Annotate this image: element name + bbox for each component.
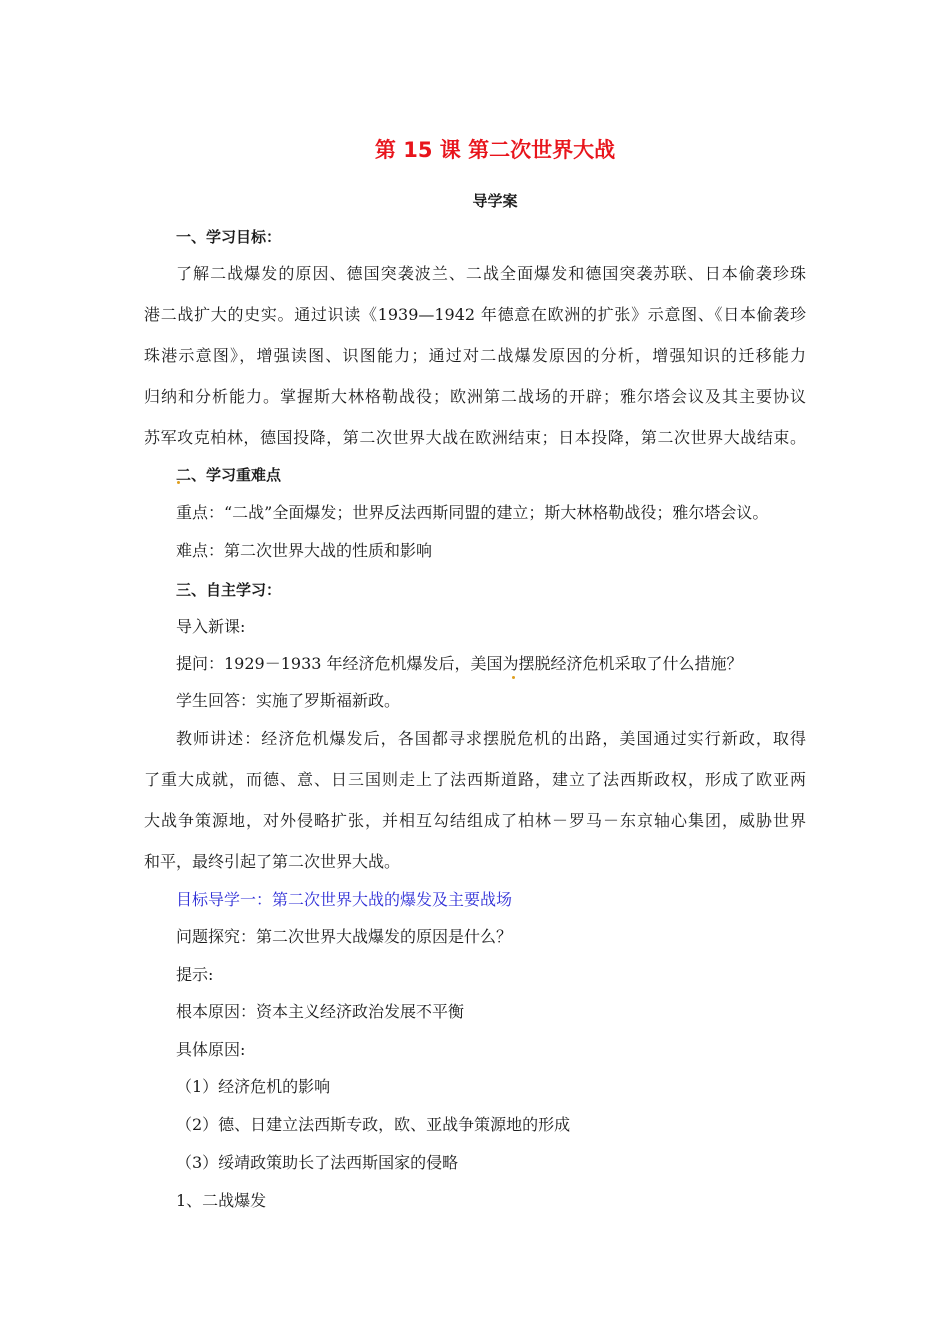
- decorative-dot: [512, 676, 515, 679]
- objectives-line: 港二战扩大的史实。通过识读《1939—1942 年德意在欧洲的扩张》示意图、《日本偷袭珍: [144, 305, 806, 324]
- root-cause-text: 根本原因：资本主义经济政治发展不平衡: [176, 1002, 465, 1021]
- intro-label: 导入新课:: [176, 617, 246, 636]
- cause-item: （3）绥靖政策助长了法西斯国家的侵略: [176, 1153, 459, 1172]
- objectives-line: 珠港示意图》，增强读图、识图能力；通过对二战爆发原因的分析，增强知识的迁移能力: [144, 346, 806, 365]
- teacher-line: 大战争策源地，对外侵略扩张，并相互勾结组成了柏林－罗马－东京轴心集团，威胁世界: [144, 811, 806, 830]
- section-heading-key-points: 二、学习重难点: [176, 466, 282, 484]
- page-title: 第 15 课 第二次世界大战: [374, 138, 616, 162]
- cause-item: （2）德、日建立法西斯专政，欧、亚战争策源地的形成: [176, 1115, 571, 1134]
- goal-heading: 目标导学一：第二次世界大战的爆发及主要战场: [176, 890, 513, 909]
- difficulty-text: 难点：第二次世界大战的性质和影响: [176, 541, 433, 560]
- objectives-line: 苏军攻克柏林，德国投降，第二次世界大战在欧洲结束；日本投降，第二次世界大战结束。: [144, 428, 806, 447]
- hint-label: 提示:: [176, 965, 214, 984]
- cause-item: （1）经济危机的影响: [176, 1077, 331, 1096]
- section-heading-self-study: 三、自主学习：: [176, 581, 282, 599]
- explore-question: 问题探究：第二次世界大战爆发的原因是什么？: [176, 927, 513, 946]
- teacher-line: 教师讲述：经济危机爆发后，各国都寻求摆脱危机的出路，美国通过实行新政，取得: [176, 729, 806, 748]
- answer-text: 学生回答：实施了罗斯福新政。: [176, 691, 401, 710]
- objectives-line: 了解二战爆发的原因、德国突袭波兰、二战全面爆发和德国突袭苏联、日本偷袭珍珠: [176, 264, 806, 283]
- page-subtitle: 导学案: [472, 192, 518, 210]
- teacher-line: 和平，最终引起了第二次世界大战。: [144, 852, 401, 871]
- objectives-line: 归纳和分析能力。掌握斯大林格勒战役；欧洲第二战场的开辟；雅尔塔会议及其主要协议: [144, 387, 806, 406]
- item-war-outbreak: 1、二战爆发: [176, 1191, 267, 1210]
- key-point-text: 重点：“二战”全面爆发；世界反法西斯同盟的建立；斯大林格勒战役；雅尔塔会议。: [176, 503, 769, 522]
- teacher-line: 了重大成就，而德、意、日三国则走上了法西斯道路，建立了法西斯政权，形成了欧亚两: [144, 770, 806, 789]
- question-text: 提问：1929－1933 年经济危机爆发后，美国为摆脱经济危机采取了什么措施？: [176, 654, 743, 673]
- specific-cause-label: 具体原因:: [176, 1040, 246, 1059]
- section-heading-objectives: 一、学习目标：: [176, 228, 282, 246]
